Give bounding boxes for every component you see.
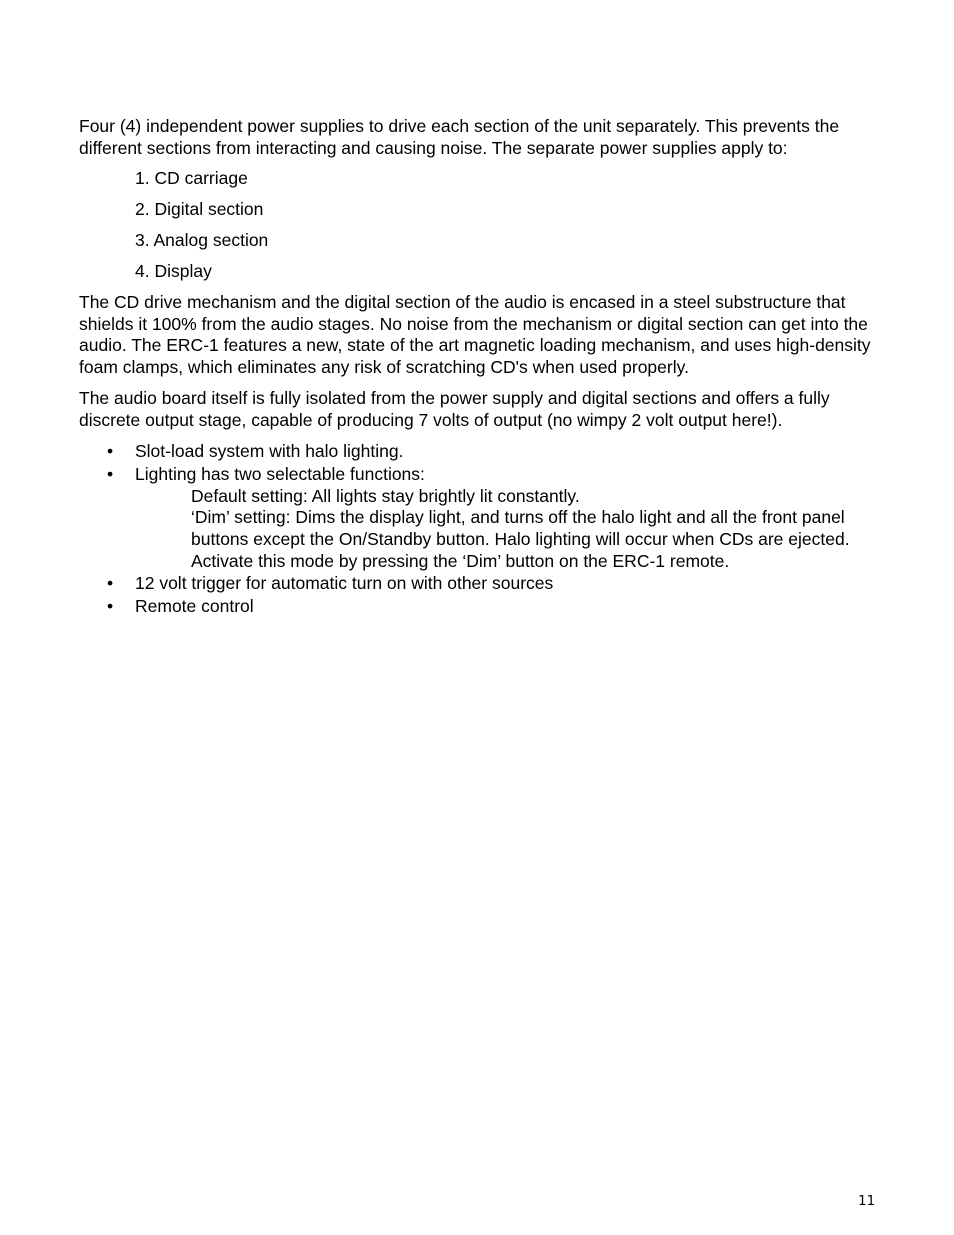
manual-page-content bbox=[79, 116, 879, 619]
audio-board-paragraph: The audio board itself is fully isolated from the power supply and digital sections and offers a fully discrete output stage, capable of producing 7 volts of output (no wimpy 2 volt output here!). bbox=[79, 387, 830, 430]
page-number: 11 bbox=[858, 1193, 876, 1209]
feature-text: 12 volt trigger for automatic turn on with other sources bbox=[135, 573, 554, 594]
power-supply-item: 2. Digital section bbox=[135, 199, 264, 220]
bullet-icon: • bbox=[107, 463, 114, 484]
bullet-icon: • bbox=[107, 441, 114, 462]
feature-list bbox=[79, 441, 879, 618]
feature-text: Slot-load system with halo lighting. bbox=[135, 441, 404, 462]
power-supply-item: 3. Analog section bbox=[135, 230, 269, 251]
mechanism-paragraph: The CD drive mechanism and the digital section of the audio is encased in a steel substructure that shields it 100% from the audio stages. No noise from the mechanism or digital section can get into the audio. The ERC-1 features a new, state of the art magnetic loading mechanism, and uses high-density foam clamps, which eliminates any risk of scratching CD's when used properly. bbox=[79, 292, 871, 378]
power-supply-list bbox=[79, 168, 879, 283]
power-supply-item: 1. CD carriage bbox=[135, 168, 248, 189]
power-supply-item: 4. Display bbox=[135, 261, 212, 282]
lighting-default-setting: Default setting: All lights stay brightly lit constantly. bbox=[191, 485, 580, 506]
feature-item-trigger bbox=[79, 573, 879, 595]
feature-text: Remote control bbox=[135, 596, 254, 617]
lighting-dim-setting: ‘Dim’ setting: Dims the display light, and turns off the halo light and all the front panel buttons except the On/Standby button. Halo lighting will occur when CDs are ejected. Activate this mode by pressing the ‘Dim’ button on the ERC-1 remote. bbox=[191, 507, 850, 571]
feature-item-slot-load bbox=[79, 441, 879, 463]
feature-item-remote bbox=[79, 596, 879, 618]
bullet-icon: • bbox=[107, 596, 114, 617]
power-supplies-intro: Four (4) independent power supplies to drive each section of the unit separately. This prevents the different sections from interacting and causing noise. The separate power supplies apply to: bbox=[79, 116, 840, 158]
feature-item-lighting bbox=[79, 464, 879, 573]
feature-text: Lighting has two selectable functions: bbox=[135, 463, 425, 484]
bullet-icon: • bbox=[107, 573, 114, 594]
